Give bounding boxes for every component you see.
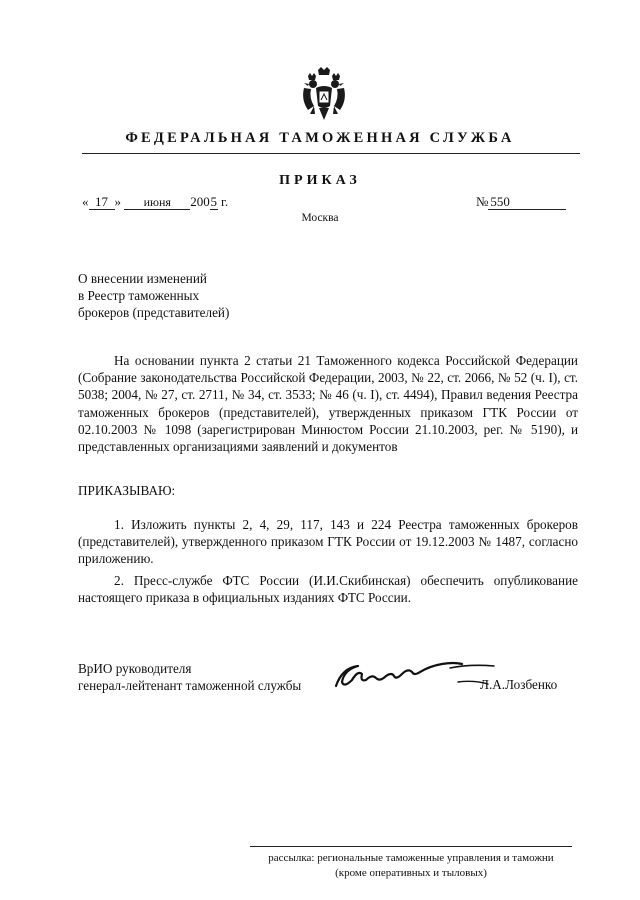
signatory-title: [78, 660, 301, 694]
signatory-title-line: ВрИО руководителя: [78, 661, 192, 676]
date-month: июня: [124, 195, 190, 210]
mailing-divider: [250, 846, 572, 847]
document-city: Москва: [301, 212, 339, 224]
basis-paragraph: На основании пункта 2 статьи 21 Таможенного кодекса Российской Федерации (Собрание законодательства Российской Федерации, 2003, № 22, ст. 2066, № 52 (ч. I), ст. 5038; 2004, № 27, ст. 2711, № 34, ст. 3533; № 46 (ч. I), ст. 4494), Правил ведения Реестра таможенных брокеров (представителей), утвержденных приказом ГТК России от 02.10.2003 № 1098 (зарегистрирован Минюстом России 21.10.2003, рег. № 5190), и представленных организациями заявлений и документов: [78, 353, 578, 455]
number-value: 550: [488, 195, 566, 210]
date-year-prefix: 200: [190, 194, 210, 209]
double-headed-eagle-emblem-icon: [300, 66, 348, 124]
agency-name: ФЕДЕРАЛЬНАЯ ТАМОЖЕННАЯ СЛУЖБА: [125, 130, 515, 146]
order-directive: ПРИКАЗЫВАЮ:: [78, 483, 176, 498]
mailing-line: рассылка: региональные таможенные управления и таможни: [268, 852, 554, 864]
document-subject: [78, 270, 229, 321]
document-type-title: ПРИКАЗ: [279, 173, 361, 188]
subject-line: брокеров (представителей): [78, 305, 230, 320]
document-number: [476, 194, 566, 210]
date-open-quote: «: [82, 194, 89, 209]
subject-line: в Реестр таможенных: [78, 288, 200, 303]
signatory-name: Л.А.Лозбенко: [480, 677, 558, 692]
signatory-title-line: генерал-лейтенант таможенной службы: [78, 678, 302, 694]
header-divider: [82, 153, 580, 154]
mailing-list: [250, 851, 572, 881]
date-year-unit: г.: [221, 194, 229, 209]
number-sign: №: [476, 194, 489, 209]
document-date: [82, 194, 228, 210]
mailing-line: (кроме оперативных и тыловых): [335, 867, 487, 879]
order-item-2: 2. Пресс-службе ФТС России (И.И.Скибинская) обеспечить опубликование настоящего приказа в официальных изданиях ФТС России.: [78, 573, 578, 606]
date-year-suffix: 5: [210, 194, 217, 209]
subject-line: О внесении изменений: [78, 271, 207, 286]
date-day: 17: [89, 195, 115, 210]
order-item-1: 1. Изложить пункты 2, 4, 29, 117, 143 и 224 Реестра таможенных брокеров (представителей), утвержденного приказом ГТК России от 19.12.2003 № 1487, согласно приложению.: [78, 517, 578, 567]
date-close-quote: »: [114, 194, 121, 209]
